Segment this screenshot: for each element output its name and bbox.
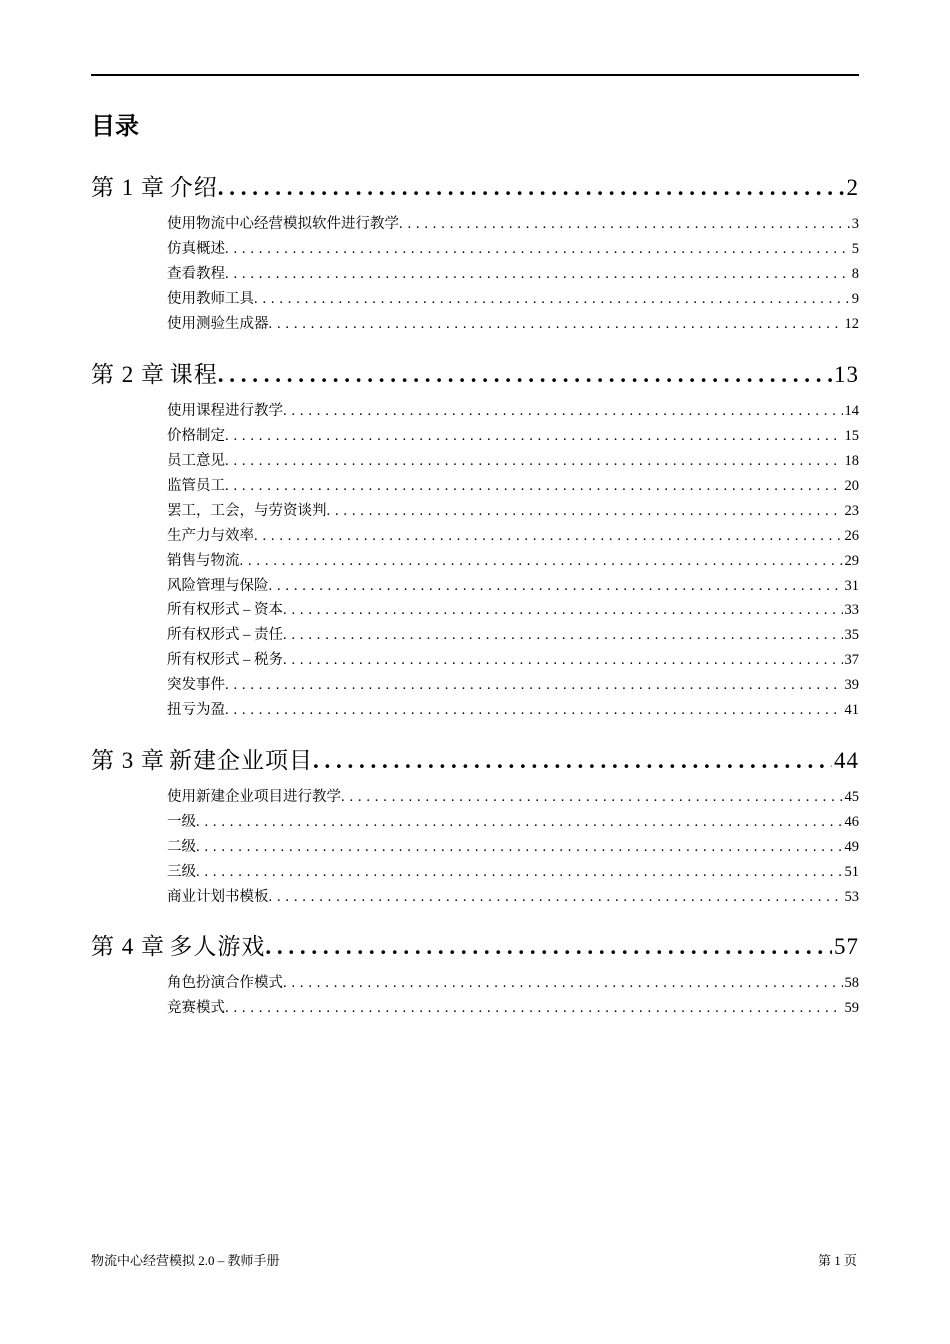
dot-leader — [196, 860, 843, 884]
dot-leader — [283, 623, 843, 647]
dot-leader — [269, 312, 843, 336]
toc-section[interactable] — [167, 673, 859, 697]
toc-section[interactable] — [167, 860, 859, 884]
toc-section[interactable] — [167, 623, 859, 647]
chapter-page-number: 44 — [834, 748, 859, 773]
dot-leader — [225, 237, 850, 261]
dot-leader — [269, 885, 843, 909]
toc-section[interactable] — [167, 971, 859, 995]
toc-section[interactable] — [167, 598, 859, 622]
dot-leader — [196, 810, 843, 834]
section-page-number: 18 — [844, 453, 859, 469]
section-title: 所有权形式 – 资本 — [167, 602, 283, 618]
section-page-number: 15 — [844, 428, 859, 444]
section-page-number: 3 — [851, 216, 859, 232]
section-page-number: 12 — [844, 316, 859, 332]
section-title: 所有权形式 – 税务 — [167, 652, 283, 668]
dot-leader — [218, 171, 845, 205]
section-page-number: 20 — [844, 478, 859, 494]
section-page-number: 23 — [844, 503, 859, 519]
section-title: 仿真概述 — [167, 241, 225, 257]
dot-leader — [283, 598, 843, 622]
section-title: 查看教程 — [167, 266, 225, 282]
section-title: 竞赛模式 — [167, 1000, 225, 1016]
dot-leader — [225, 673, 843, 697]
toc-section[interactable] — [167, 474, 859, 498]
toc-section[interactable] — [167, 212, 859, 236]
chapter-page-number: 13 — [834, 362, 859, 387]
section-page-number: 49 — [844, 839, 859, 855]
dot-leader — [399, 212, 850, 236]
section-title: 一级 — [167, 814, 196, 830]
chapter-title: 课程 — [169, 362, 218, 387]
section-title: 商业计划书模板 — [167, 889, 269, 905]
section-title: 罢工，工会，与劳资谈判 — [167, 503, 327, 519]
chapter-label: 第 1 章 — [91, 175, 165, 200]
section-title: 生产力与效率 — [167, 528, 254, 544]
toc-section[interactable] — [167, 810, 859, 834]
toc-title: 目录 — [91, 112, 139, 140]
toc-section[interactable] — [167, 424, 859, 448]
toc-section[interactable] — [167, 885, 859, 909]
toc-section[interactable] — [167, 262, 859, 286]
section-title: 所有权形式 – 责任 — [167, 627, 283, 643]
section-page-number: 8 — [851, 266, 859, 282]
chapter-title: 新建企业项目 — [168, 748, 313, 773]
section-title: 使用教师工具 — [167, 291, 254, 307]
toc-section[interactable] — [167, 648, 859, 672]
dot-leader — [283, 648, 843, 672]
dot-leader — [269, 574, 843, 598]
toc-section[interactable] — [167, 312, 859, 336]
section-title: 使用课程进行教学 — [167, 403, 283, 419]
chapter-label: 第 2 章 — [91, 362, 165, 387]
header-rule — [91, 74, 859, 76]
section-title: 使用物流中心经营模拟软件进行教学 — [167, 216, 399, 232]
footer-page-number: 第 1 页 — [817, 1253, 857, 1268]
dot-leader — [196, 835, 843, 859]
section-page-number: 37 — [844, 652, 859, 668]
section-title: 员工意见 — [167, 453, 225, 469]
section-page-number: 9 — [851, 291, 859, 307]
footer-document-title: 物流中心经营模拟 2.0 – 教师手册 — [91, 1253, 280, 1268]
dot-leader — [327, 499, 843, 523]
toc-section[interactable] — [167, 399, 859, 423]
toc-section[interactable] — [167, 287, 859, 311]
dot-leader — [265, 930, 832, 964]
dot-leader — [254, 287, 850, 311]
section-title: 三级 — [167, 864, 196, 880]
dot-leader — [225, 698, 843, 722]
toc-section[interactable] — [167, 835, 859, 859]
dot-leader — [283, 399, 843, 423]
section-title: 价格制定 — [167, 428, 225, 444]
section-page-number: 58 — [844, 975, 859, 991]
section-title: 销售与物流 — [167, 553, 240, 569]
section-title: 使用测验生成器 — [167, 316, 269, 332]
dot-leader — [313, 744, 832, 778]
chapter-title: 介绍 — [169, 175, 218, 200]
toc-section[interactable] — [167, 499, 859, 523]
chapter-page-number: 2 — [846, 175, 859, 200]
section-page-number: 46 — [844, 814, 859, 830]
section-title: 突发事件 — [167, 677, 225, 693]
section-page-number: 59 — [844, 1000, 859, 1016]
section-page-number: 33 — [844, 602, 859, 618]
section-page-number: 35 — [844, 627, 859, 643]
dot-leader — [225, 449, 843, 473]
toc-chapter-1[interactable] — [91, 171, 859, 205]
dot-leader — [218, 358, 832, 392]
section-page-number: 51 — [844, 864, 859, 880]
dot-leader — [254, 524, 843, 548]
section-page-number: 53 — [844, 889, 859, 905]
toc-section[interactable] — [167, 698, 859, 722]
toc-chapter-2[interactable] — [91, 358, 859, 392]
toc-section[interactable] — [167, 449, 859, 473]
section-title: 二级 — [167, 839, 196, 855]
section-title: 监管员工 — [167, 478, 225, 494]
toc-section[interactable] — [167, 524, 859, 548]
section-page-number: 39 — [844, 677, 859, 693]
section-page-number: 5 — [851, 241, 859, 257]
toc-chapter-4[interactable] — [91, 930, 859, 964]
section-page-number: 29 — [844, 553, 859, 569]
dot-leader — [341, 785, 843, 809]
toc-chapter-3[interactable] — [91, 744, 859, 778]
section-page-number: 41 — [844, 702, 859, 718]
dot-leader — [225, 424, 843, 448]
section-page-number: 45 — [844, 789, 859, 805]
section-page-number: 14 — [844, 403, 859, 419]
toc-section[interactable] — [167, 574, 859, 598]
section-page-number: 31 — [844, 578, 859, 594]
section-title: 角色扮演合作模式 — [167, 975, 283, 991]
dot-leader — [240, 549, 843, 573]
toc-section[interactable] — [167, 996, 859, 1020]
section-page-number: 26 — [844, 528, 859, 544]
dot-leader — [225, 262, 850, 286]
chapter-label: 第 3 章 — [91, 748, 165, 773]
toc-section[interactable] — [167, 549, 859, 573]
chapter-label: 第 4 章 — [91, 934, 165, 959]
section-title: 风险管理与保险 — [167, 578, 269, 594]
chapter-title: 多人游戏 — [169, 934, 266, 959]
chapter-page-number: 57 — [834, 934, 859, 959]
section-title: 扭亏为盈 — [167, 702, 225, 718]
toc-section[interactable] — [167, 785, 859, 809]
dot-leader — [225, 474, 843, 498]
toc-section[interactable] — [167, 237, 859, 261]
dot-leader — [283, 971, 843, 995]
section-title: 使用新建企业项目进行教学 — [167, 789, 341, 805]
dot-leader — [225, 996, 843, 1020]
